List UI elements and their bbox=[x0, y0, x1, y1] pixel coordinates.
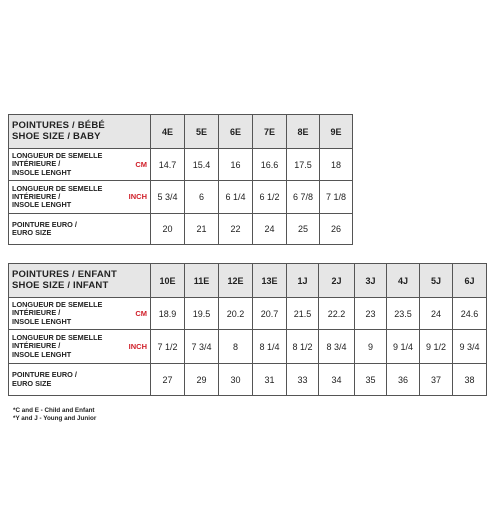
unit-inch: INCH bbox=[128, 341, 147, 351]
baby-row-euro-size bbox=[9, 214, 353, 245]
size-value: 33 bbox=[287, 364, 319, 396]
size-value: 6 1/2 bbox=[253, 181, 287, 214]
size-value: 9 3/4 bbox=[453, 330, 487, 364]
row-label bbox=[9, 330, 151, 364]
size-value: 20.2 bbox=[219, 298, 253, 330]
size-value: 37 bbox=[420, 364, 453, 396]
row-label-line: INTÉRIEURE / bbox=[12, 341, 61, 351]
size-value: 8 1/4 bbox=[253, 330, 287, 364]
row-label-line: LONGUEUR DE SEMELLE bbox=[12, 300, 103, 310]
row-label-line: EURO SIZE bbox=[12, 228, 52, 237]
size-value: 30 bbox=[219, 364, 253, 396]
unit-cm: CM bbox=[135, 159, 147, 169]
footnotes bbox=[13, 407, 96, 423]
infant-title-line-2: SHOE SIZE / INFANT bbox=[12, 279, 109, 291]
infant-size-table bbox=[8, 263, 487, 396]
row-label bbox=[9, 364, 151, 396]
infant-size-header: 1J bbox=[287, 264, 319, 298]
infant-row-euro-size bbox=[9, 364, 487, 396]
unit-inch: INCH bbox=[128, 191, 147, 201]
row-label-line: INTÉRIEURE / bbox=[12, 159, 61, 169]
size-value: 9 1/2 bbox=[420, 330, 453, 364]
infant-size-header: 10E bbox=[151, 264, 185, 298]
size-value: 7 1/2 bbox=[151, 330, 185, 364]
size-value: 24.6 bbox=[453, 298, 487, 330]
infant-table-clip bbox=[0, 262, 480, 397]
unit-cm: CM bbox=[135, 308, 147, 318]
size-value: 22 bbox=[219, 214, 253, 245]
infant-title-line-1: POINTURES / ENFANT bbox=[12, 269, 117, 280]
size-value: 23.5 bbox=[387, 298, 420, 330]
row-label-line: INTÉRIEURE / bbox=[12, 191, 61, 201]
row-label bbox=[9, 149, 151, 181]
infant-row-insole-cm bbox=[9, 298, 487, 330]
row-label-line: POINTURE EURO / bbox=[12, 219, 77, 229]
size-value: 35 bbox=[355, 364, 387, 396]
infant-size-header: 12E bbox=[219, 264, 253, 298]
baby-row-insole-inch bbox=[9, 181, 353, 214]
size-value: 16.6 bbox=[253, 149, 287, 181]
size-value: 31 bbox=[253, 364, 287, 396]
size-value: 5 3/4 bbox=[151, 181, 185, 214]
size-value: 20 bbox=[151, 214, 185, 245]
size-value: 23 bbox=[355, 298, 387, 330]
baby-size-table bbox=[8, 114, 353, 245]
baby-header-row bbox=[9, 115, 353, 149]
row-label-line: INSOLE LENGHT bbox=[12, 349, 72, 359]
infant-size-header: 5J bbox=[420, 264, 453, 298]
row-label bbox=[9, 181, 151, 214]
size-value: 34 bbox=[319, 364, 355, 396]
footnote-young-junior: *Y and J - Young and Junior bbox=[13, 415, 97, 422]
size-value: 14.7 bbox=[151, 149, 185, 181]
size-value: 29 bbox=[185, 364, 219, 396]
row-label-line: INSOLE LENGHT bbox=[12, 316, 72, 326]
row-label bbox=[9, 298, 151, 330]
size-value: 25 bbox=[287, 214, 320, 245]
infant-size-header: 11E bbox=[185, 264, 219, 298]
baby-title-line-1: POINTURES / BÉBÉ bbox=[12, 120, 105, 131]
infant-size-header: 4J bbox=[387, 264, 420, 298]
size-value: 36 bbox=[387, 364, 420, 396]
size-value: 7 3/4 bbox=[185, 330, 219, 364]
baby-size-header: 6E bbox=[219, 115, 253, 149]
footnote-child-enfant: *C and E - Child and Enfant bbox=[13, 407, 95, 414]
size-value: 26 bbox=[320, 214, 353, 245]
size-value: 27 bbox=[151, 364, 185, 396]
baby-size-header: 8E bbox=[287, 115, 320, 149]
infant-table-title bbox=[9, 264, 151, 298]
baby-row-insole-cm bbox=[9, 149, 353, 181]
size-value: 6 7/8 bbox=[287, 181, 320, 214]
size-value: 18.9 bbox=[151, 298, 185, 330]
baby-size-header: 4E bbox=[151, 115, 185, 149]
row-label-line: POINTURE EURO / bbox=[12, 370, 77, 380]
size-value: 8 1/2 bbox=[287, 330, 319, 364]
infant-size-header: 2J bbox=[319, 264, 355, 298]
size-value: 22.2 bbox=[319, 298, 355, 330]
infant-size-header: 6J bbox=[453, 264, 487, 298]
size-value: 8 bbox=[219, 330, 253, 364]
size-value: 24 bbox=[420, 298, 453, 330]
size-value: 24 bbox=[253, 214, 287, 245]
size-value: 21.5 bbox=[287, 298, 319, 330]
size-value: 15.4 bbox=[185, 149, 219, 181]
baby-table-title bbox=[9, 115, 151, 149]
size-value: 38 bbox=[453, 364, 487, 396]
size-value: 8 3/4 bbox=[319, 330, 355, 364]
size-value: 18 bbox=[320, 149, 353, 181]
row-label-line: LONGUEUR DE SEMELLE bbox=[12, 151, 103, 161]
infant-row-insole-inch bbox=[9, 330, 487, 364]
size-value: 16 bbox=[219, 149, 253, 181]
row-label-line: INSOLE LENGHT bbox=[12, 167, 72, 177]
infant-size-header: 3J bbox=[355, 264, 387, 298]
baby-size-header: 5E bbox=[185, 115, 219, 149]
size-value: 7 1/8 bbox=[320, 181, 353, 214]
infant-size-header: 13E bbox=[253, 264, 287, 298]
size-value: 21 bbox=[185, 214, 219, 245]
size-value: 6 1/4 bbox=[219, 181, 253, 214]
row-label-line: LONGUEUR DE SEMELLE bbox=[12, 333, 103, 343]
row-label-line: LONGUEUR DE SEMELLE bbox=[12, 183, 103, 193]
size-value: 19.5 bbox=[185, 298, 219, 330]
size-value: 9 bbox=[355, 330, 387, 364]
row-label bbox=[9, 214, 151, 245]
size-value: 20.7 bbox=[253, 298, 287, 330]
row-label-line: EURO SIZE bbox=[12, 378, 52, 388]
baby-size-header: 7E bbox=[253, 115, 287, 149]
row-label-line: INSOLE LENGHT bbox=[12, 200, 72, 210]
infant-header-row bbox=[9, 264, 487, 298]
size-value: 9 1/4 bbox=[387, 330, 420, 364]
baby-size-header: 9E bbox=[320, 115, 353, 149]
baby-title-line-2: SHOE SIZE / BABY bbox=[12, 130, 101, 142]
size-value: 6 bbox=[185, 181, 219, 214]
row-label-line: INTÉRIEURE / bbox=[12, 308, 61, 318]
size-value: 17.5 bbox=[287, 149, 320, 181]
